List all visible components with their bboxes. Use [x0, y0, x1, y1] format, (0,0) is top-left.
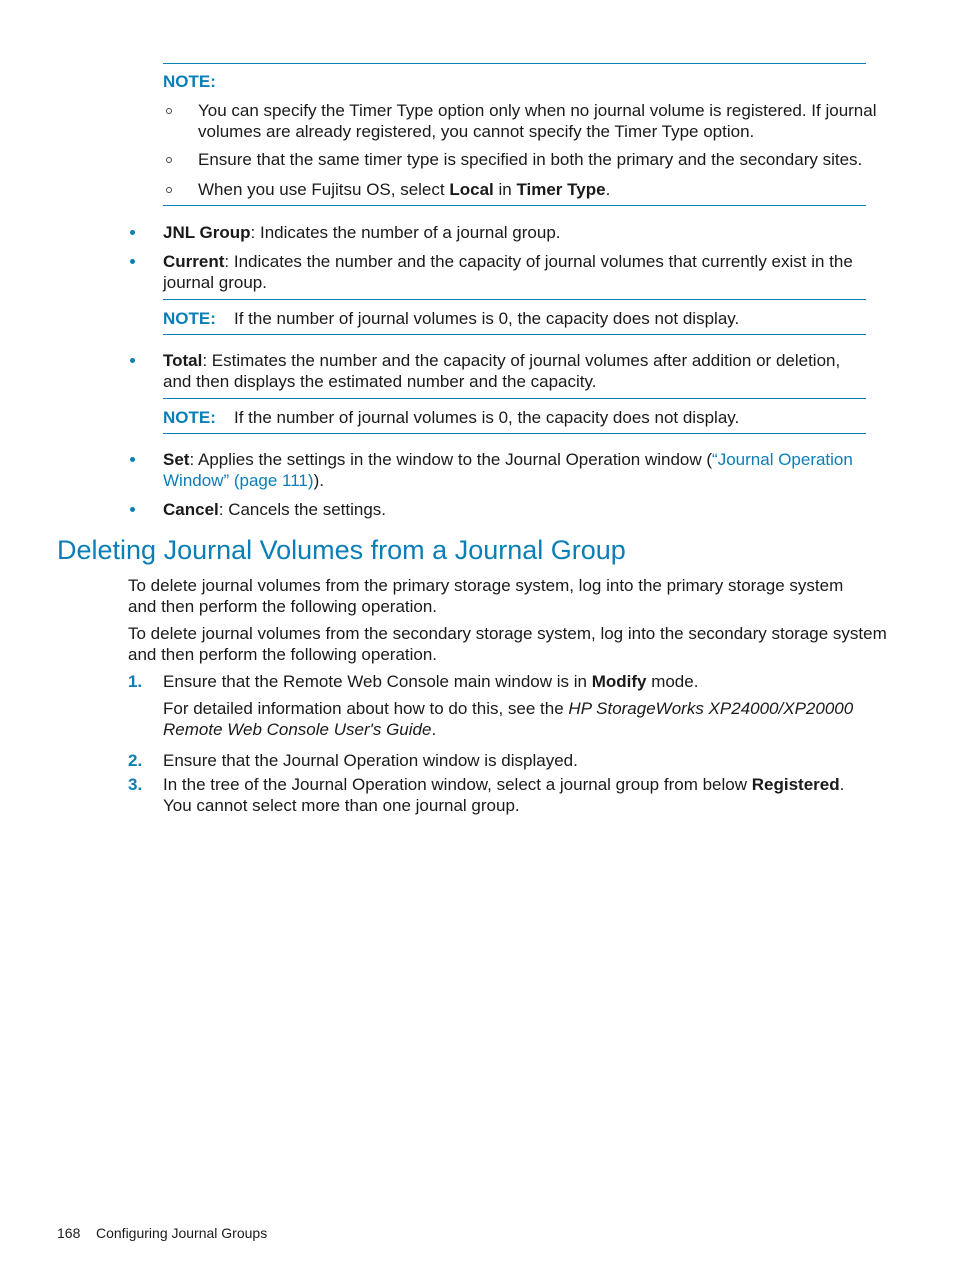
- bullet-icon: [130, 358, 135, 363]
- step-2: Ensure that the Journal Operation window is displayed.: [163, 751, 578, 770]
- bullet-set: Set: Applies the settings in the window to the Journal Operation window (“Journal Operation: [163, 450, 853, 469]
- note-label: NOTE:: [163, 72, 216, 91]
- bullet-cancel: Cancel: Cancels the settings.: [163, 500, 387, 519]
- step-1-detail-line-1: For detailed information about how to do this, see the HP StorageWorks XP24000/XP20000: [163, 699, 854, 718]
- note-item-3: When you use Fujitsu OS, select Local in Timer Type.: [198, 180, 611, 199]
- sub-bullet-icon: [166, 108, 172, 114]
- sub-bullet-icon: [166, 187, 172, 193]
- footer-title: Configuring Journal Groups: [96, 1225, 268, 1241]
- bullet-icon: [130, 457, 135, 462]
- para-1-line-2: and then perform the following operation.: [128, 597, 438, 616]
- step-1-detail-line-2: Remote Web Console User's Guide.: [163, 720, 437, 739]
- step-number: 1.: [128, 672, 143, 691]
- note-bottom-rule: [163, 205, 866, 206]
- note-top-rule: [163, 63, 866, 64]
- step-number: 3.: [128, 775, 143, 794]
- bullet-set-line-2: Window” (page 111)).: [163, 471, 324, 490]
- note-rule: [163, 398, 866, 399]
- note-item-2: Ensure that the same timer type is specified in both the primary and the secondary sites.: [198, 150, 863, 169]
- note-label: NOTE:: [163, 309, 216, 328]
- para-2-line-2: and then perform the following operation.: [128, 645, 438, 664]
- note-label: NOTE:: [163, 408, 216, 427]
- journal-operation-link-cont[interactable]: Window” (page 111): [163, 471, 314, 490]
- bullet-current-line-2: journal group.: [163, 273, 267, 292]
- bullet-icon: [130, 230, 135, 235]
- bullet-total: Total: Estimates the number and the capacity of journal volumes after addition or deletion,: [163, 351, 841, 370]
- bullet-icon: [130, 259, 135, 264]
- step-3-line-2: You cannot select more than one journal group.: [163, 796, 520, 815]
- bullet-current: Current: Indicates the number and the capacity of journal volumes that currently exist in the: [163, 252, 853, 271]
- bullet-total-line-2: and then displays the estimated number and the capacity.: [163, 372, 597, 391]
- para-1-line-1: To delete journal volumes from the primary storage system, log into the primary storage system: [128, 576, 844, 595]
- para-2-line-1: To delete journal volumes from the secondary storage system, log into the secondary storage system: [128, 624, 887, 643]
- step-number: 2.: [128, 751, 143, 770]
- step-1: Ensure that the Remote Web Console main window is in Modify mode.: [163, 672, 699, 691]
- note-rule: [163, 299, 866, 300]
- step-3: In the tree of the Journal Operation window, select a journal group from below Registered.: [163, 775, 845, 794]
- note-item-1-line-2: volumes are already registered, you cannot specify the Timer Type option.: [198, 122, 755, 141]
- note-item-1-line-1: You can specify the Timer Type option only when no journal volume is registered. If journal: [198, 101, 877, 120]
- note-text: If the number of journal volumes is 0, the capacity does not display.: [234, 408, 740, 427]
- sub-bullet-icon: [166, 157, 172, 163]
- section-heading: Deleting Journal Volumes from a Journal Group: [57, 535, 626, 565]
- page-number: 168: [57, 1225, 81, 1241]
- note-text: If the number of journal volumes is 0, the capacity does not display.: [234, 309, 740, 328]
- journal-operation-link[interactable]: “Journal Operation: [712, 450, 853, 469]
- note-rule: [163, 334, 866, 335]
- note-rule: [163, 433, 866, 434]
- bullet-jnl-group: JNL Group: Indicates the number of a journal group.: [163, 223, 561, 242]
- bullet-icon: [130, 507, 135, 512]
